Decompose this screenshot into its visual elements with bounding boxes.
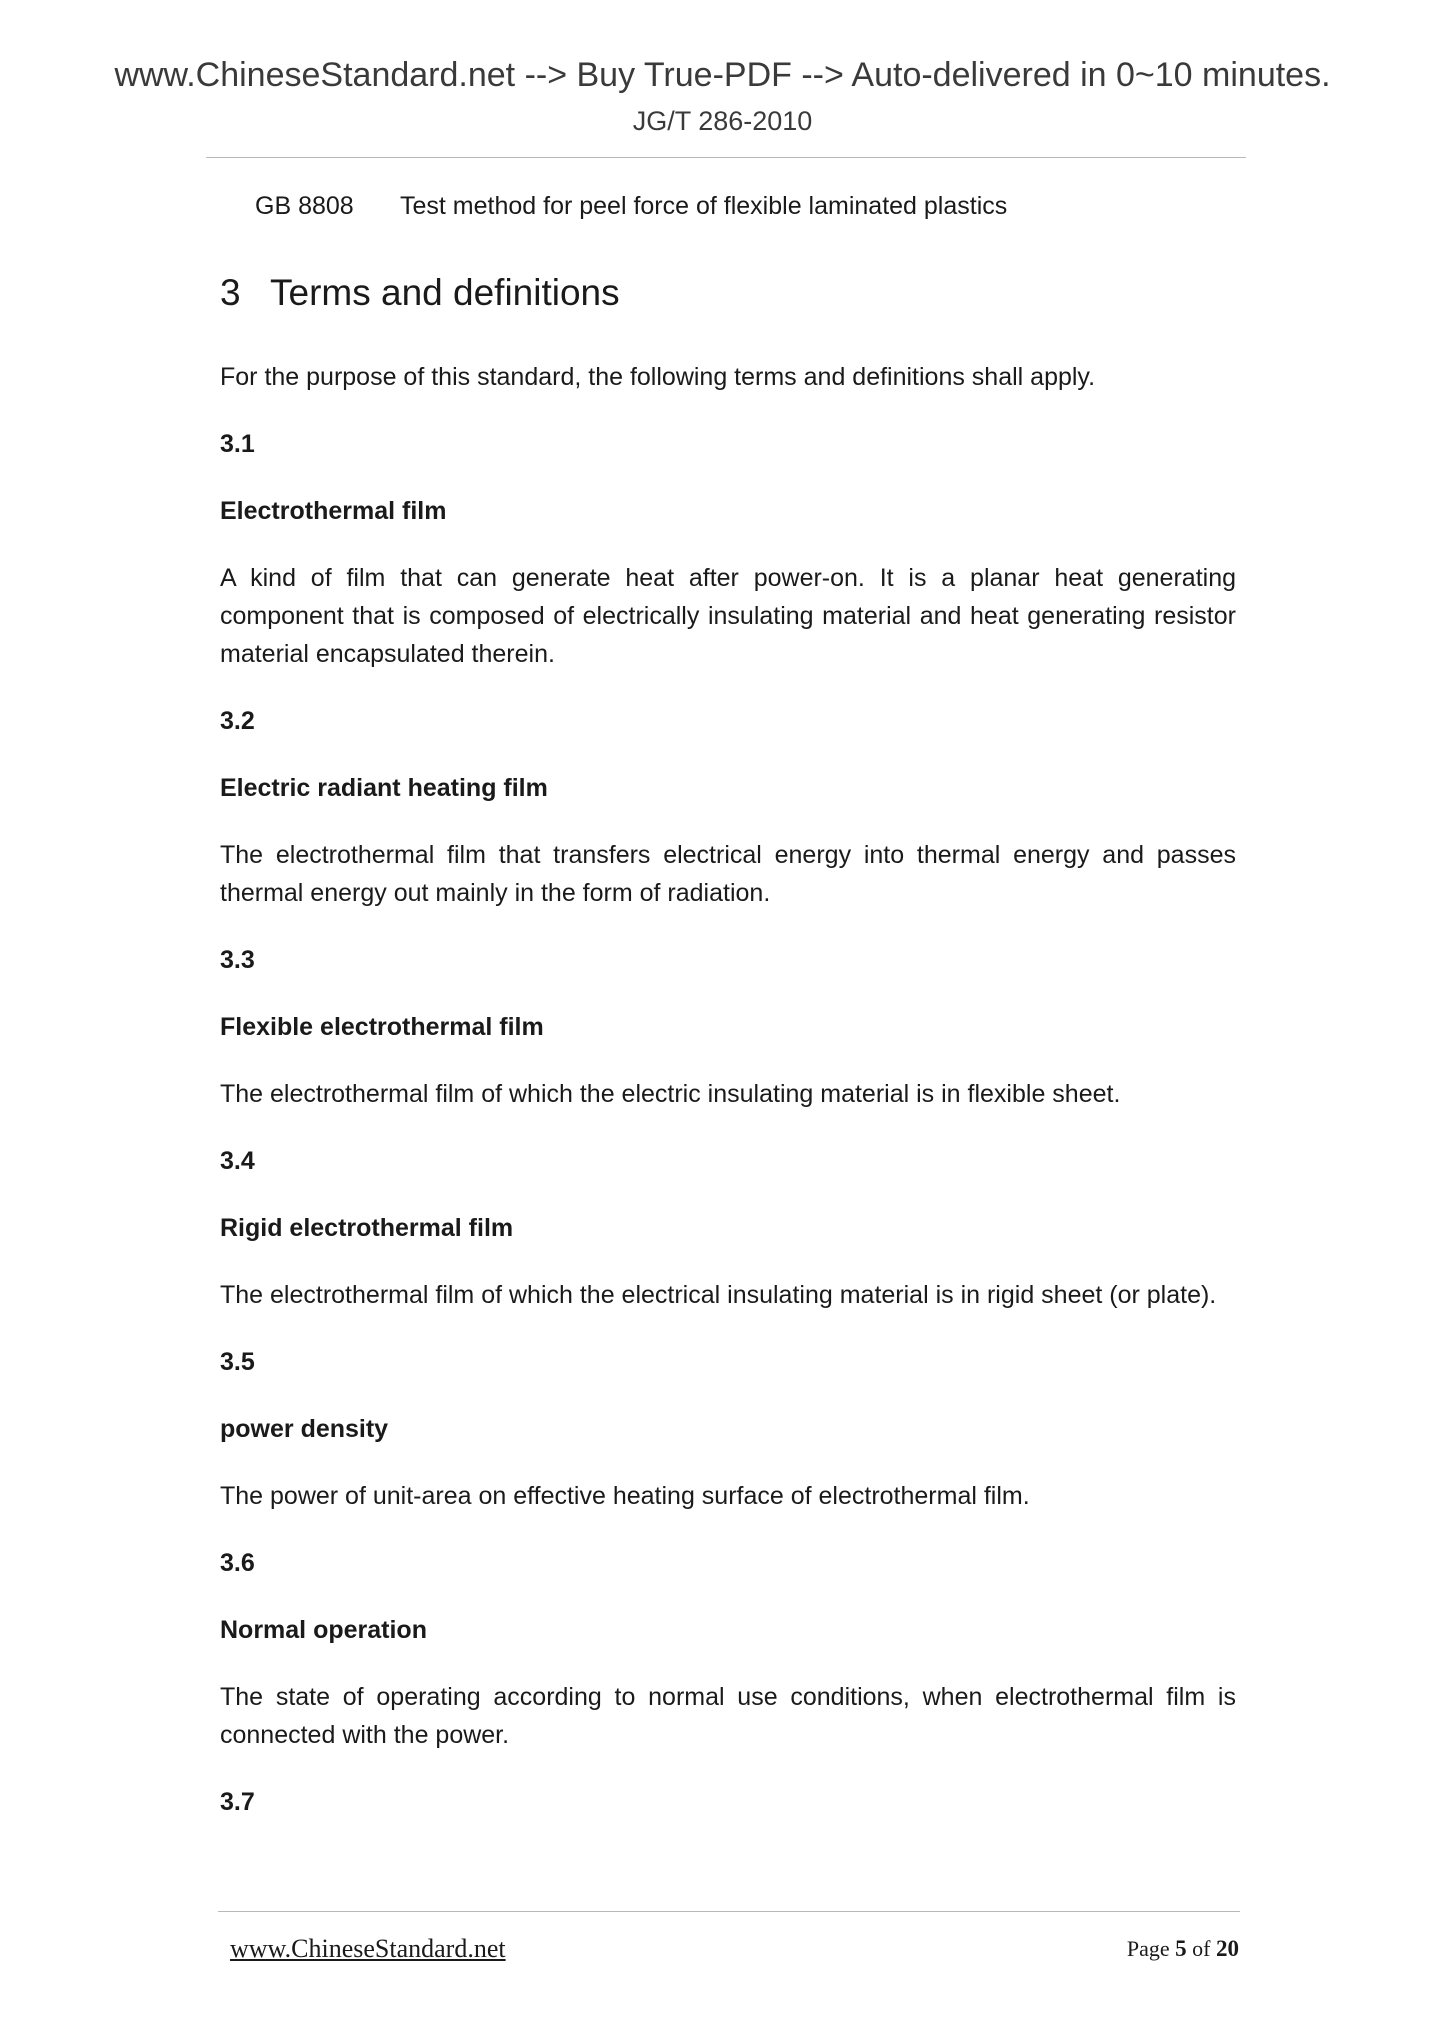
- clause-term: Electric radiant heating film: [220, 774, 548, 802]
- page-current: 5: [1175, 1936, 1187, 1961]
- clause-term: Flexible electrothermal film: [220, 1013, 544, 1041]
- page-of: of: [1192, 1936, 1211, 1961]
- page-total: 20: [1216, 1936, 1239, 1961]
- section-title: Terms and definitions: [270, 272, 620, 313]
- clause-number: 3.2: [220, 707, 255, 735]
- clause-definition: The state of operating according to normal use conditions, when electrothermal film is connected with the power.: [220, 1683, 1236, 1749]
- section-number: 3: [220, 272, 241, 313]
- page-indicator: [1127, 1936, 1239, 1962]
- clause-number: 3.6: [220, 1549, 255, 1577]
- clause-definition: The electrothermal film of which the electric insulating material is in flexible sheet.: [220, 1080, 1121, 1108]
- footer-divider: [218, 1911, 1240, 1912]
- section-intro: For the purpose of this standard, the following terms and definitions shall apply.: [220, 363, 1096, 391]
- clause-term: Normal operation: [220, 1616, 427, 1644]
- clause-number: 3.5: [220, 1348, 255, 1376]
- clause-term: Electrothermal film: [220, 497, 447, 525]
- reference-code: GB 8808: [255, 192, 354, 220]
- header-divider: [206, 157, 1246, 158]
- clause-definition: The power of unit-area on effective heating surface of electrothermal film.: [220, 1482, 1030, 1510]
- document-code: JG/T 286-2010: [632, 106, 813, 136]
- clause-term: power density: [220, 1415, 389, 1443]
- clause-number: 3.1: [220, 430, 255, 458]
- clause-term: Rigid electrothermal film: [220, 1214, 514, 1242]
- footer-website-link[interactable]: www.ChineseStandard.net: [230, 1934, 506, 1963]
- clause-definition: A kind of film that can generate heat after power-on. It is a planar heat generating component that is composed of electrically insulating material and heat generating resistor material encapsulated therein.: [220, 564, 1236, 668]
- normative-reference: [255, 192, 1007, 221]
- page-label: Page: [1126, 1936, 1170, 1961]
- clause-definition: The electrothermal film of which the electrical insulating material is in rigid sheet (or plate).: [220, 1281, 1217, 1309]
- clause-number: 3.4: [220, 1147, 255, 1175]
- reference-title: Test method for peel force of flexible laminated plastics: [400, 192, 1008, 220]
- clause-number: 3.7: [220, 1788, 255, 1816]
- clause-number: 3.3: [220, 946, 255, 974]
- clause-definition: The electrothermal film that transfers electrical energy into thermal energy and passes thermal energy out mainly in the form of radiation.: [220, 841, 1236, 907]
- main-content: [220, 268, 1236, 1850]
- section-heading: [220, 268, 1236, 318]
- header-banner[interactable]: www.ChineseStandard.net --> Buy True-PDF --> Auto-delivered in 0~10 minutes.: [114, 56, 1331, 94]
